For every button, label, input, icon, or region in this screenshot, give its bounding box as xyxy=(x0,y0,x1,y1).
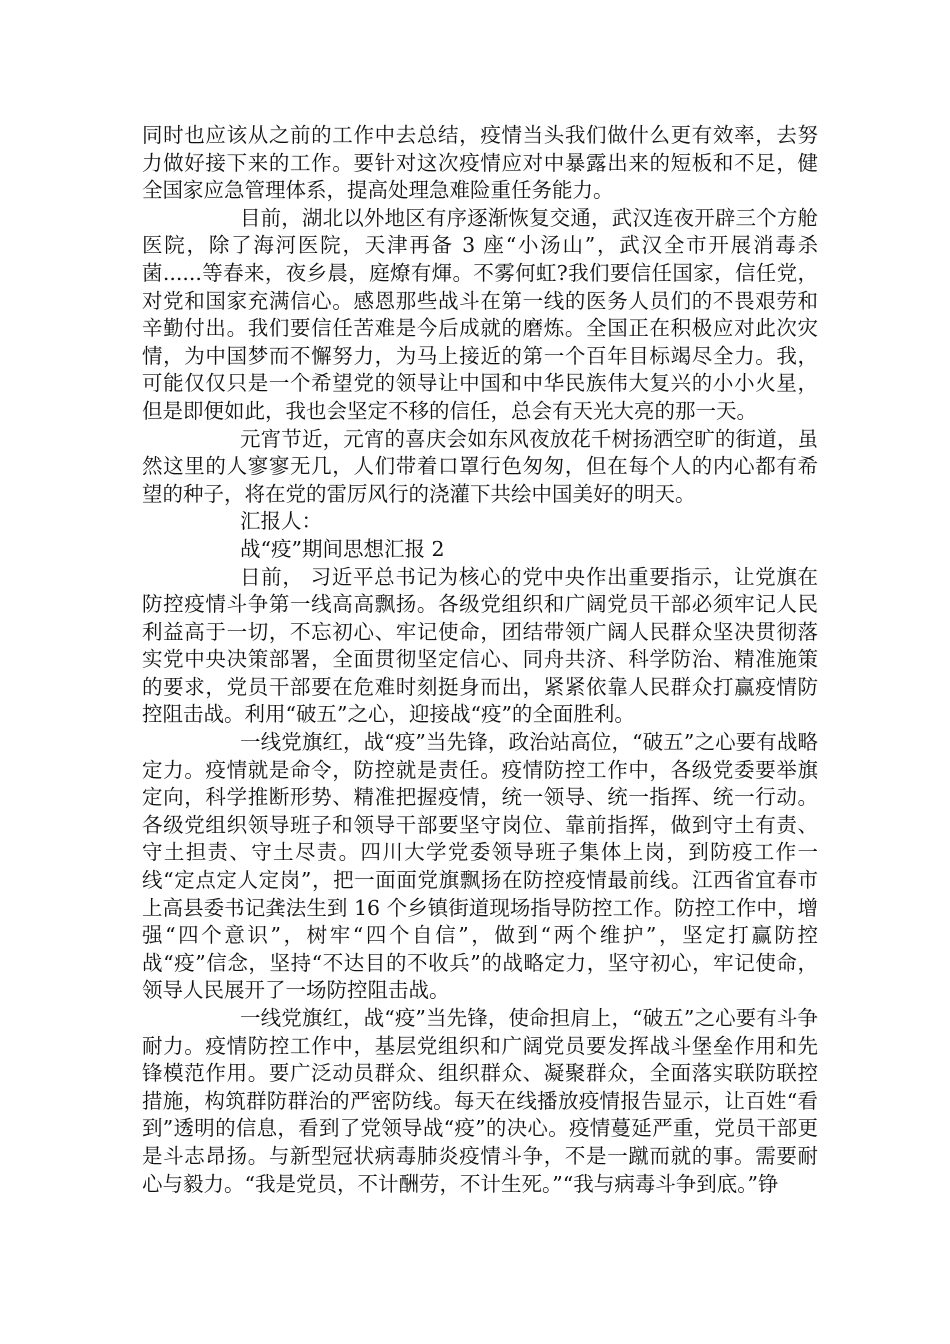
paragraph-6: 一线党旗红，战“疫”当先锋，使命担肩上，“破五”之心要有斗争耐力。疫情防控工作中，基层党组织和广阔党员要发挥战斗堡垒作用和先锋模范作用。要广泛动员群众、组织群众、凝聚群众，全面落实联防联控措施，构筑群防群治的严密防线。每天在线播放疫情报告显示，让百姓“看到”透明的信息，看到了党领导战“疫”的决心。疫情蔓延严重，党员干部更是斗志昂扬。与新型冠状病毒肺炎疫情斗争，不是一蹴而就的事。需要耐心与毅力。“我是党员，不计酬劳，不计生死。”“我与病毒斗争到底。”铮 xyxy=(142,1006,818,1196)
section-title: 战“疫”期间思想汇报 2 xyxy=(240,536,445,561)
paragraph-3: 元宵节近，元宵的喜庆会如东风夜放花千树扬洒空旷的街道，虽然这里的人寥寥无几，人们带着口罩行色匆匆，但在每个人的内心都有希望的种子，将在党的雷厉风行的浇灌下共绘中国美好的明天。 xyxy=(142,426,818,506)
document-page xyxy=(142,122,818,1198)
paragraph-2: 目前，湖北以外地区有序逐渐恢复交通，武汉连夜开辟三个方舱医院，除了海河医院，天津再备 3 座“小汤山”，武汉全市开展消毒杀菌......等春来，夜乡晨，庭燎有煇。不雾何虹?我们要信任国家，信任党，对党和国家充满信心。感恩那些战斗在第一线的医务人员们的不畏艰劳和辛勤付出。我们要信任苦难是今后成就的磨炼。全国正在积极应对此次灾情，为中国梦而不懈努力，为马上接近的第一个百年目标竭尽全力。我，可能仅仅只是一个希望党的领导让中国和中华民族伟大复兴的小小火星，但是即便如此，我也会坚定不移的信任，总会有天光大亮的那一天。 xyxy=(142,205,818,423)
paragraph-4: 日前， 习近平总书记为核心的党中央作出重要指示，让党旗在防控疫情斗争第一线高高飘扬。各级党组织和广阔党员干部必须牢记人民利益高于一切，不忘初心、牢记使命，团结带领广阔人民群众坚决贯彻落实党中央决策部署，全面贯彻坚定信心、同舟共济、科学防治、精准施策的要求，党员干部要在危难时刻挺身而出，紧紧依靠人民群众打赢疫情防控阻击战。利用“破五”之心，迎接战“疫”的全面胜利。 xyxy=(142,564,818,727)
reporter-line: 汇报人： xyxy=(240,509,322,534)
paragraph-5: 一线党旗红，战“疫”当先锋，政治站高位，“破五”之心要有战略定力。疫情就是命令，防控就是责任。疫情防控工作中，各级党委要举旗定向，科学推断形势、精准把握疫情，统一领导、统一指挥、统一行动。各级党组织领导班子和领导干部要坚守岗位、靠前指挥，做到守土有责、守土担责、守土尽责。四川大学党委领导班子集体上岗，到防疫工作一线“定点定人定岗”，把一面面党旗飘扬在防控疫情最前线。江西省宜春市上高县委书记龚法生到 16 个乡镇街道现场指导防控工作。防控工作中，增强“四个意识”，树牢“四个自信”，做到“两个维护”，坚定打赢防控战“疫”信念，坚持“不达目的不收兵”的战略定力，坚守初心，牢记使命，领导人民展开了一场防控阻击战。 xyxy=(142,730,818,1003)
paragraph-1: 同时也应该从之前的工作中去总结，疫情当头我们做什么更有效率，去努力做好接下来的工作。要针对这次疫情应对中暴露出来的短板和不足，健全国家应急管理体系，提高处理急难险重任务能力。 xyxy=(142,123,818,203)
